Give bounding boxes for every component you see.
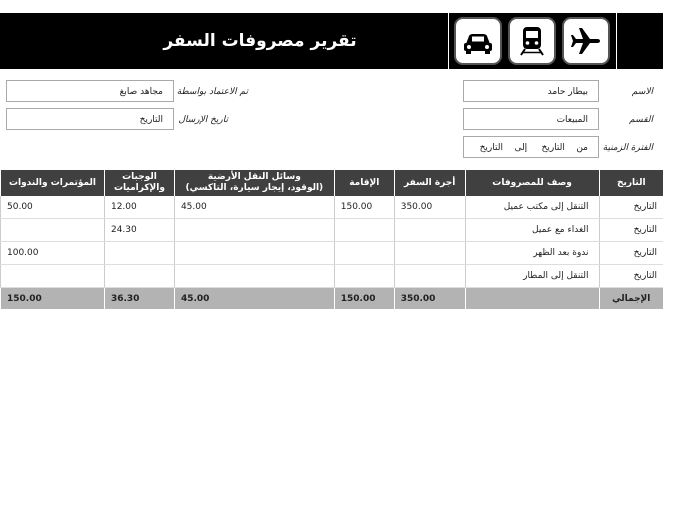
col-date: التاريخ — [599, 170, 663, 196]
cell-date[interactable]: التاريخ — [599, 265, 663, 288]
totals-label: الإجمالي — [599, 288, 663, 310]
table-row — [1, 265, 664, 288]
col-meals-line1: الوجبات — [122, 172, 157, 182]
cell-ground[interactable] — [174, 242, 334, 265]
total-fare: 350.00 — [394, 288, 465, 310]
name-label: الاسم — [631, 87, 653, 97]
cell-date[interactable]: التاريخ — [599, 196, 663, 219]
cell-meals[interactable]: 24.30 — [104, 219, 174, 242]
total-lodging: 150.00 — [334, 288, 394, 310]
submit-date-label: تاريخ الإرسال — [178, 115, 228, 125]
page-title: تقرير مصروفات السفر — [163, 31, 357, 51]
col-fare: أجرة السفر — [394, 170, 465, 196]
col-description: وصف للمصروفات — [465, 170, 599, 196]
cell-fare[interactable] — [394, 242, 465, 265]
total-ground: 45.00 — [174, 288, 334, 310]
cell-meals[interactable]: 12.00 — [104, 196, 174, 219]
cell-fare[interactable] — [394, 265, 465, 288]
approved-by-label: تم الاعتماد بواسطة — [176, 87, 248, 97]
period-to-label: إلى — [514, 143, 528, 153]
cell-lodging[interactable] — [334, 242, 394, 265]
cell-ground[interactable] — [174, 219, 334, 242]
totals-row — [1, 288, 664, 310]
car-icon — [454, 17, 502, 65]
name-field[interactable]: بيطار حامد — [463, 80, 599, 102]
cell-description[interactable]: التنقل إلى مكتب عميل — [465, 196, 599, 219]
cell-conferences[interactable]: 100.00 — [1, 242, 105, 265]
table-row — [1, 242, 664, 265]
approved-by-field[interactable]: مجاهد صابغ — [6, 80, 174, 102]
col-ground-line2: (الوقود، إيجار سيارة، التاكسي) — [185, 183, 324, 193]
table-row — [1, 196, 664, 219]
cell-lodging[interactable] — [334, 219, 394, 242]
col-conferences: المؤتمرات والندوات — [1, 170, 105, 196]
cell-fare[interactable] — [394, 219, 465, 242]
table-header-row — [1, 170, 664, 196]
period-to-value: التاريخ — [479, 143, 503, 153]
totals-empty — [465, 288, 599, 310]
col-meals-line2: والإكراميات — [113, 183, 165, 193]
period-from-label: من — [576, 143, 588, 153]
cell-meals[interactable] — [104, 265, 174, 288]
cell-meals[interactable] — [104, 242, 174, 265]
cell-date[interactable]: التاريخ — [599, 242, 663, 265]
period-from-value: التاريخ — [541, 143, 565, 153]
department-label: القسم — [629, 115, 653, 125]
table-row — [1, 219, 664, 242]
expense-table — [0, 170, 663, 309]
airplane-icon — [562, 17, 610, 65]
cell-date[interactable]: التاريخ — [599, 219, 663, 242]
cell-conferences[interactable] — [1, 219, 105, 242]
cell-description[interactable]: ندوة بعد الظهر — [465, 242, 599, 265]
cell-conferences[interactable] — [1, 265, 105, 288]
cell-description[interactable]: الغداء مع عميل — [465, 219, 599, 242]
col-lodging: الإقامة — [334, 170, 394, 196]
cell-lodging[interactable] — [334, 265, 394, 288]
col-ground-line1: وسائل النقل الأرضية — [207, 172, 301, 182]
period-field[interactable] — [463, 136, 599, 158]
cell-description[interactable]: التنقل إلى المطار — [465, 265, 599, 288]
cell-ground[interactable]: 45.00 — [174, 196, 334, 219]
cell-lodging[interactable]: 150.00 — [334, 196, 394, 219]
cell-ground[interactable] — [174, 265, 334, 288]
submit-date-field[interactable]: التاريخ — [6, 108, 174, 130]
col-meals — [104, 170, 174, 196]
department-field[interactable]: المبيعات — [463, 108, 599, 130]
train-icon — [508, 17, 556, 65]
col-ground — [174, 170, 334, 196]
period-label: الفترة الزمنية — [602, 143, 653, 153]
cell-conferences[interactable]: 50.00 — [1, 196, 105, 219]
total-conferences: 150.00 — [1, 288, 105, 310]
cell-fare[interactable]: 350.00 — [394, 196, 465, 219]
total-meals: 36.30 — [104, 288, 174, 310]
